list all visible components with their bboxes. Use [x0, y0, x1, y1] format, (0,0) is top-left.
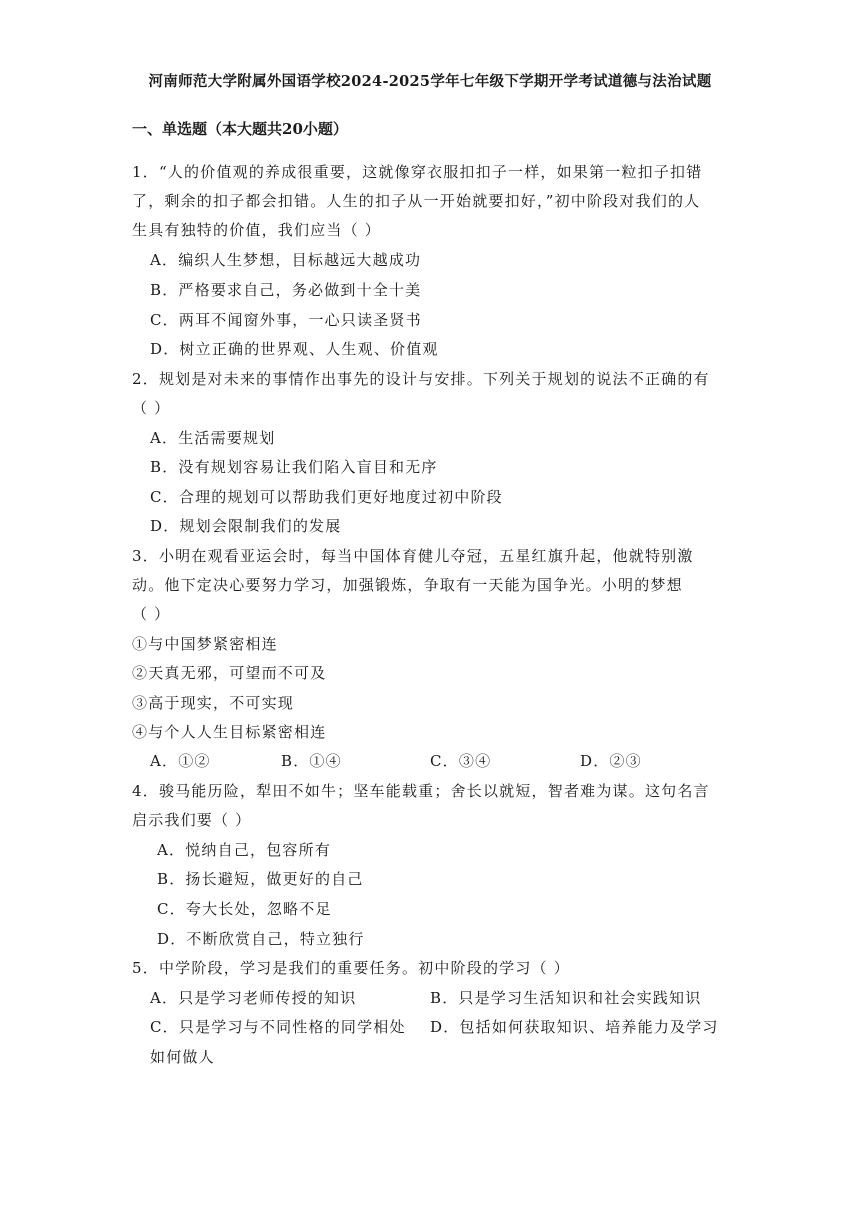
q2-option-a: A．生活需要规划: [150, 429, 276, 447]
q4-stem-line-2: 启示我们要（ ）: [132, 811, 252, 829]
q3-statement-1: ①与中国梦紧密相连: [132, 635, 278, 653]
q1-option-b: B．严格要求自己，务必做到十全十美: [150, 281, 422, 299]
q3-statement-2: ②天真无邪，可望而不可及: [132, 664, 327, 682]
q2-option-c: C．合理的规划可以帮助我们更好地度过初中阶段: [150, 488, 503, 506]
q1-stem-line-3: 生具有独特的价值，我们应当（ ）: [132, 221, 381, 239]
q5-option-b: B．只是学习生活知识和社会实践知识: [430, 989, 702, 1007]
q1-option-d: D．树立正确的世界观、人生观、价值观: [150, 340, 439, 358]
exam-title: 河南师范大学附属外国语学校2024-2025学年七年级下学期开学考试道德与法治试题: [148, 73, 712, 90]
q3-stem-line-1: 3．小明在观看亚运会时，每当中国体育健儿夺冠，五星红旗升起，他就特别激: [132, 547, 694, 565]
q2-option-d: D．规划会限制我们的发展: [150, 517, 342, 535]
q3-statement-4: ④与个人人生目标紧密相连: [132, 723, 327, 741]
q5-option-d: D．包括如何获取知识、培养能力及学习: [430, 1018, 719, 1036]
q3-option-c: C．③④: [430, 752, 492, 770]
q4-option-a: A．悦纳自己，包容所有: [157, 841, 332, 859]
q1-stem-line-1: 1．“人的价值观的养成很重要，这就像穿衣服扣扣子一样，如果第一粒扣子扣错: [132, 163, 703, 181]
q5-option-c: C．只是学习与不同性格的同学相处: [150, 1018, 406, 1036]
q3-statement-3: ③高于现实，不可实现: [132, 694, 295, 712]
q3-stem-line-2: 动。他下定决心要努力学习，加强锻炼，争取有一天能为国争光。小明的梦想: [132, 576, 683, 594]
q5-option-d-continuation: 如何做人: [150, 1048, 215, 1066]
q3-option-a: A．①②: [150, 752, 211, 770]
q1-option-a: A．编织人生梦想，目标越远大越成功: [150, 251, 422, 269]
q3-option-b: B．①④: [281, 752, 342, 770]
q2-stem-line-2: （ ）: [132, 399, 171, 417]
q3-option-d: D．②③: [580, 752, 642, 770]
q3-stem-line-3: （ ）: [132, 605, 171, 623]
q5-stem-line-1: 5．中学阶段，学习是我们的重要任务。初中阶段的学习（ ）: [132, 959, 570, 977]
q4-option-b: B．扬长避短，做更好的自己: [157, 870, 364, 888]
q4-stem-line-1: 4．骏马能历险，犁田不如牛；坚车能载重；舍长以就短，智者难为谋。这句名言: [132, 782, 710, 800]
q2-option-b: B．没有规划容易让我们陷入盲目和无序: [150, 458, 438, 476]
q4-option-c: C．夸大长处，忽略不足: [157, 900, 332, 918]
q1-stem-line-2: 了，剩余的扣子都会扣错。人生的扣子从一开始就要扣好，”初中阶段对我们的人: [132, 192, 701, 210]
q1-option-c: C．两耳不闻窗外事，一心只读圣贤书: [150, 311, 422, 329]
q2-stem-line-1: 2．规划是对未来的事情作出事先的设计与安排。下列关于规划的说法不正确的有: [132, 370, 710, 388]
q4-option-d: D．不断欣赏自己，特立独行: [157, 930, 365, 948]
q5-option-a: A．只是学习老师传授的知识: [150, 989, 357, 1007]
section-heading: 一、单选题（本大题共20小题）: [132, 120, 348, 138]
